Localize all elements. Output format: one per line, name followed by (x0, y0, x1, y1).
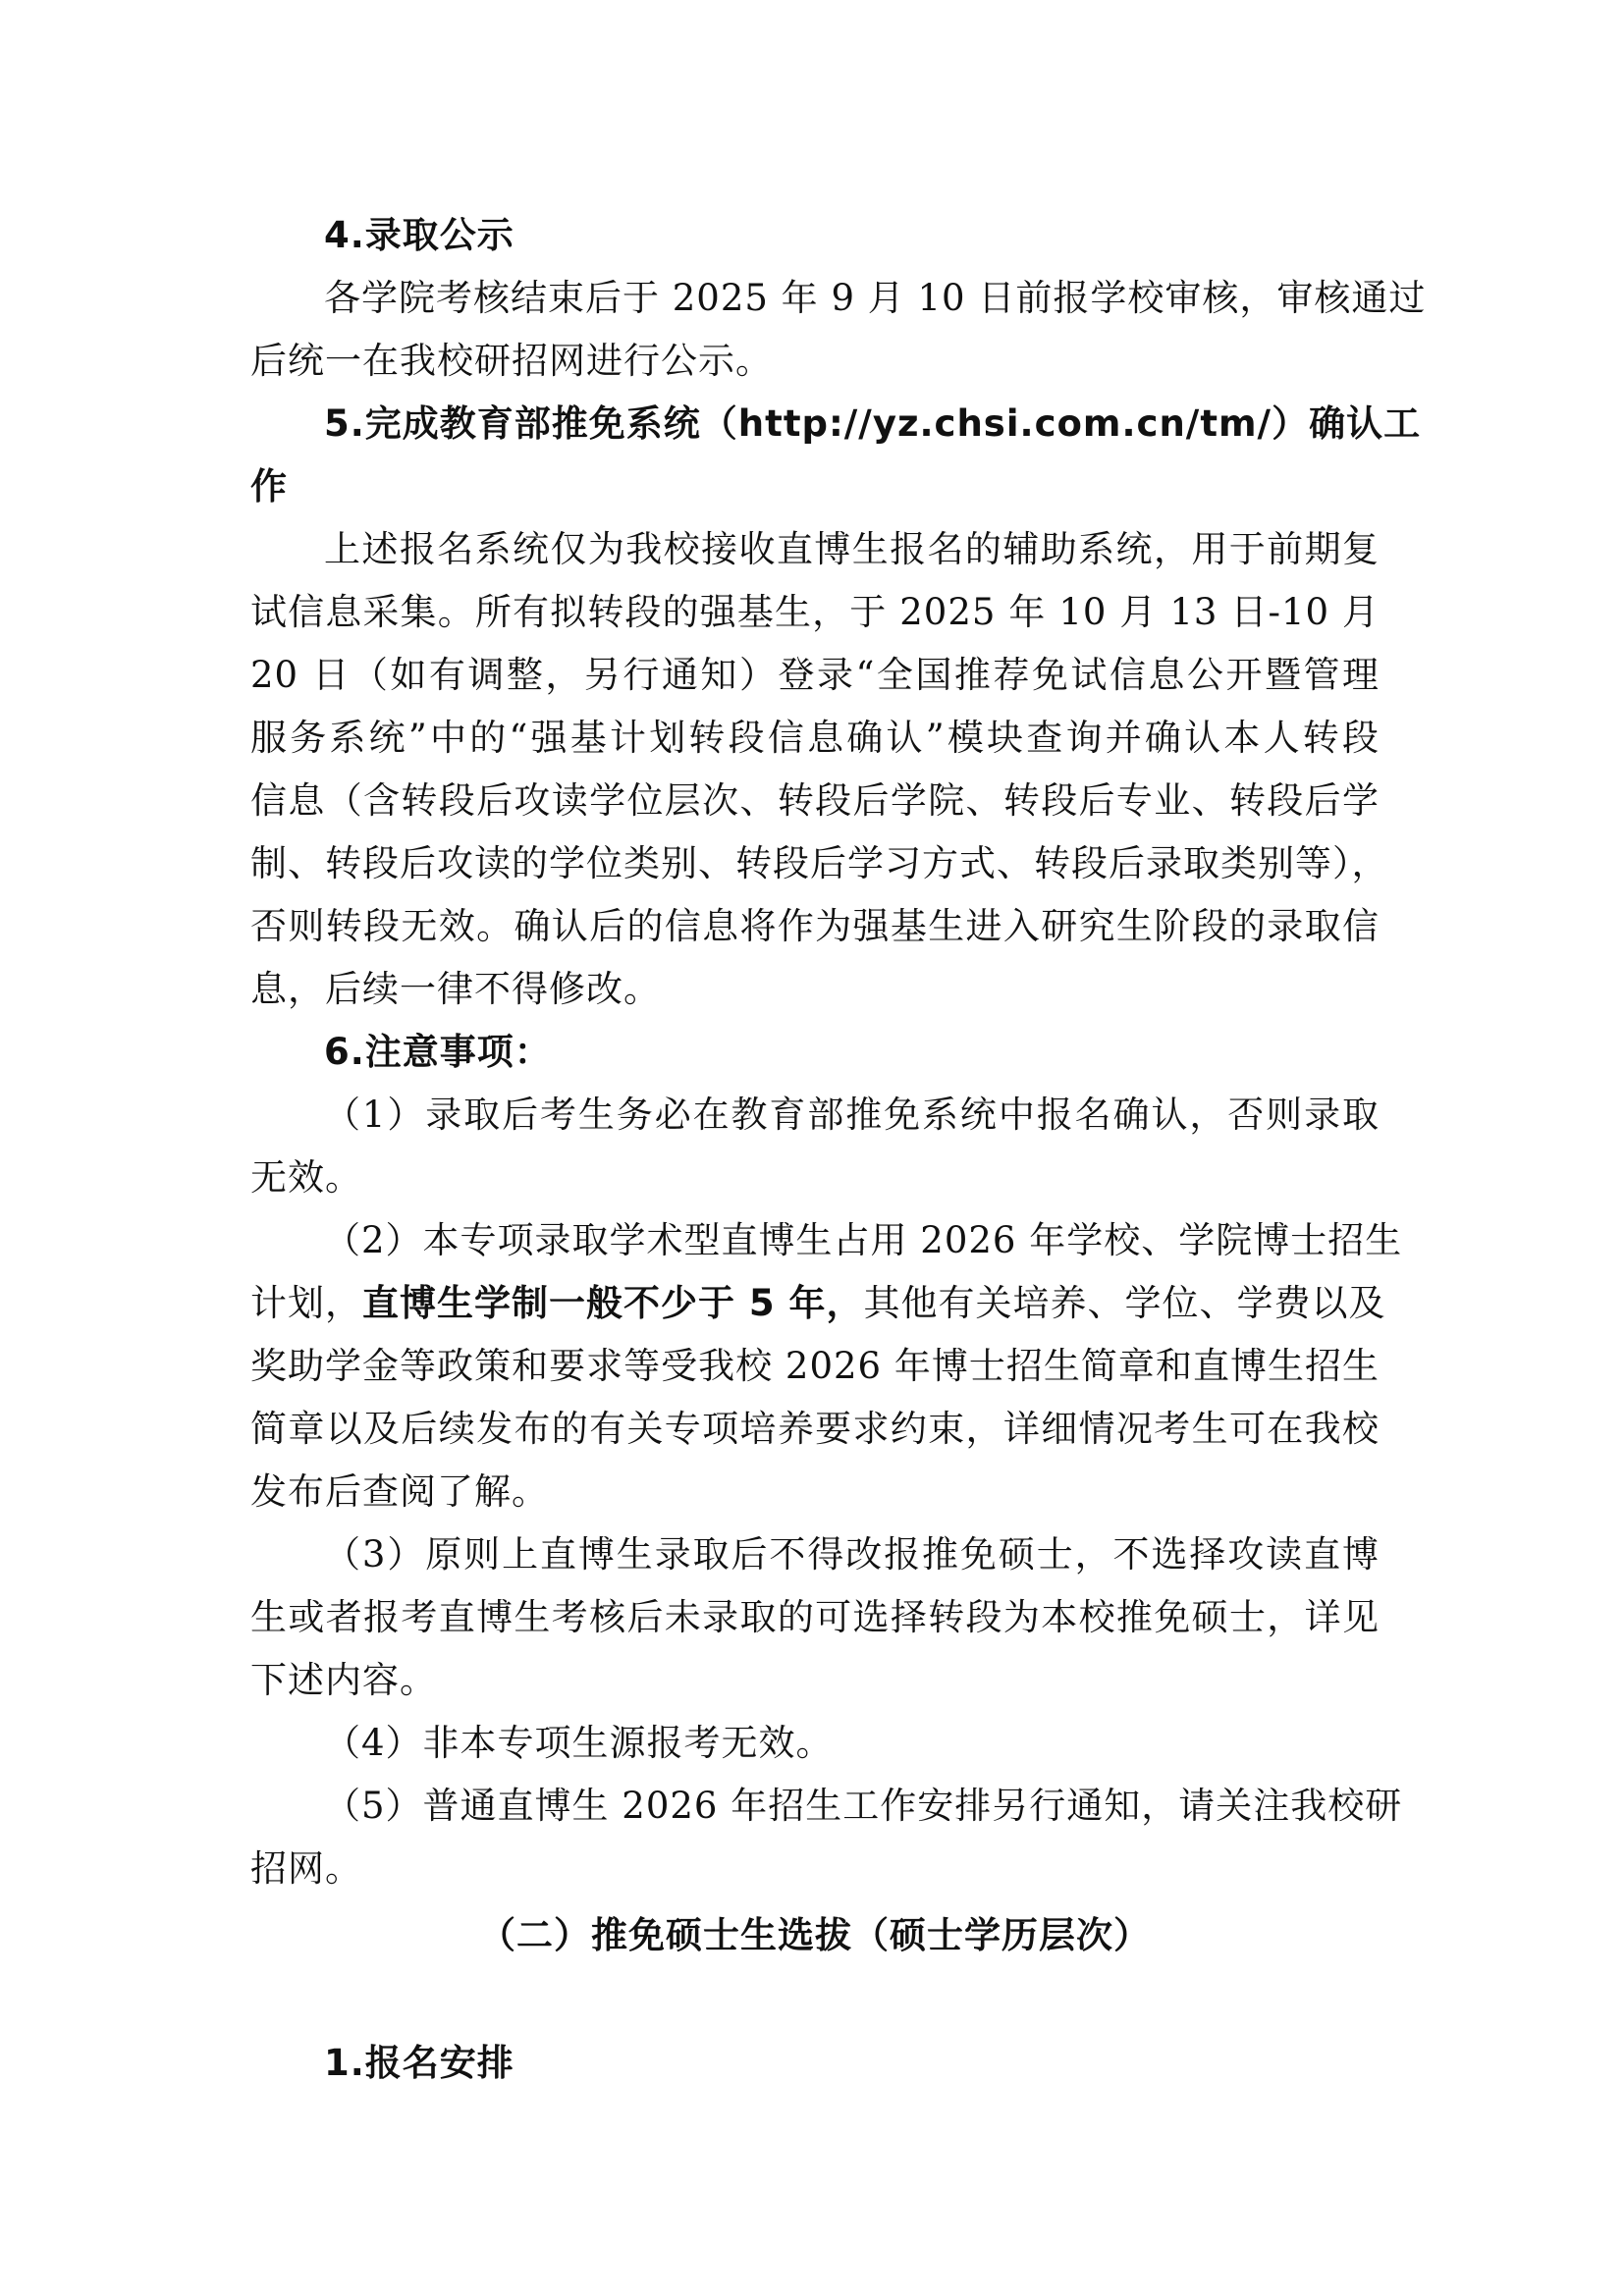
note-2-emphasis: 直博生学制一般不少于 5 年， (362, 1282, 864, 1324)
part-2-section-1-heading: 1.报名安排 (324, 2042, 514, 2084)
note-2-line: 奖助学金等政策和要求等受我校 2026 年博士招生简章和直博生招生 (250, 1345, 1380, 1387)
note-1-line: 无效。 (250, 1156, 362, 1199)
section-5-heading-cont: 作 (250, 465, 288, 507)
paragraph-line: 后统一在我校研招网进行公示。 (250, 340, 773, 382)
paragraph-line: 20 日（如有调整，另行通知）登录“全国推荐免试信息公开暨管理 (250, 654, 1380, 696)
note-1-line: （1）录取后考生务必在教育部推免系统中报名确认，否则录取 (324, 1094, 1380, 1136)
note-2-line (250, 1272, 1386, 1335)
paragraph-line: 试信息采集。所有拟转段的强基生，于 2025 年 10 月 13 日-10 月 (250, 591, 1380, 633)
note-2-line: 简章以及后续发布的有关专项培养要求约束，详细情况考生可在我校 (250, 1408, 1380, 1450)
paragraph-line: 各学院考核结束后于 2025 年 9 月 10 日前报学校审核，审核通过 (324, 277, 1427, 319)
note-3-line: （3）原则上直博生录取后不得改报推免硕士，不选择攻读直博 (324, 1533, 1380, 1575)
paragraph-line: 服务系统”中的“强基计划转段信息确认”模块查询并确认本人转段 (250, 717, 1380, 759)
paragraph-line: 制、转段后攻读的学位类别、转段后学习方式、转段后录取类别等）， (250, 842, 1389, 884)
note-2-line: （2）本专项录取学术型直博生占用 2026 年学校、学院博士招生 (324, 1219, 1403, 1261)
note-2-text: 其他有关培养、学位、学费以及 (863, 1282, 1386, 1324)
paragraph-line: 否则转段无效。确认后的信息将作为强基生进入研究生阶段的录取信 (250, 905, 1380, 947)
note-3-line: 下述内容。 (250, 1659, 437, 1701)
note-5-line: （5）普通直博生 2026 年招生工作安排另行通知，请关注我校研 (324, 1785, 1403, 1827)
note-4-line: （4）非本专项生源报考无效。 (324, 1722, 834, 1764)
paragraph-line: 上述报名系统仅为我校接收直博生报名的辅助系统，用于前期复 (324, 528, 1380, 570)
note-3-line: 生或者报考直博生考核后未录取的可选择转段为本校推免硕士，详见 (250, 1596, 1380, 1638)
section-4-heading: 4.录取公示 (324, 214, 514, 256)
note-2-line: 发布后查阅了解。 (250, 1470, 549, 1513)
note-5-line: 招网。 (250, 1847, 362, 1890)
section-6-heading: 6.注意事项： (324, 1031, 552, 1073)
paragraph-line: 信息（含转段后攻读学位层次、转段后学院、转段后专业、转段后学 (250, 779, 1380, 822)
note-2-text: 计划， (250, 1282, 362, 1324)
section-5-heading: 5.完成教育部推免系统（http://yz.chsi.com.cn/tm/）确认工 (324, 402, 1422, 445)
paragraph-line: 息，后续一律不得修改。 (250, 968, 661, 1010)
part-2-title: （二）推免硕士生选拔（硕士学历层次） (479, 1914, 1151, 1956)
